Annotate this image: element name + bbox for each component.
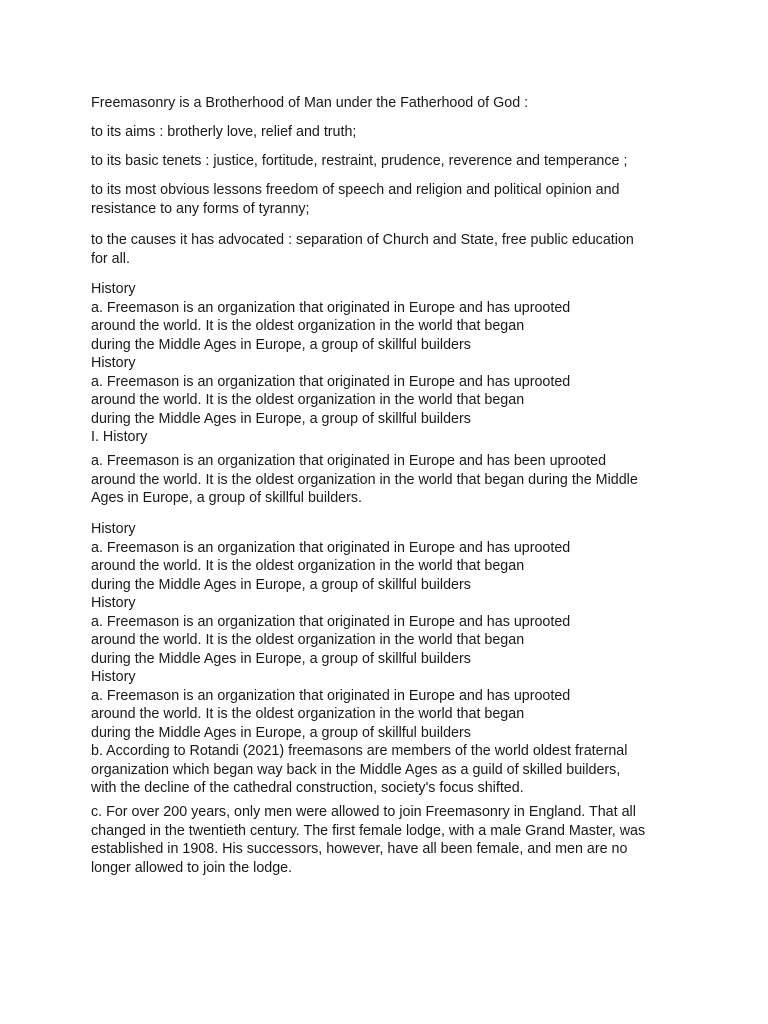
text-line: during the Middle Ages in Europe, a group of skillful builders bbox=[91, 650, 471, 667]
intro-paragraph-1 bbox=[91, 94, 691, 113]
text-line: to its aims : brotherly love, relief and truth; bbox=[91, 124, 357, 140]
text-line: Freemasonry is a Brotherhood of Man under the Fatherhood of God : bbox=[91, 95, 529, 111]
text-line: a. Freemason is an organization that originated in Europe and has been uprooted bbox=[91, 453, 607, 469]
history-section-1 bbox=[91, 280, 691, 447]
text-line: around the world. It is the oldest organization in the world that began during the Middle bbox=[91, 471, 638, 488]
text-line: a. Freemason is an organization that originated in Europe and has uprooted bbox=[91, 299, 571, 316]
section-heading: I. History bbox=[91, 429, 148, 445]
text-line: b. According to Rotandi (2021) freemasons are members of the world oldest fraternal bbox=[91, 743, 628, 759]
text-line: around the world. It is the oldest organization in the world that began bbox=[91, 706, 525, 722]
intro-paragraph-2 bbox=[91, 123, 691, 142]
text-line: resistance to any forms of tyranny; bbox=[91, 200, 310, 217]
intro-paragraph-3 bbox=[91, 152, 691, 171]
text-line: a. Freemason is an organization that originated in Europe and has uprooted bbox=[91, 373, 571, 390]
text-line: to its basic tenets : justice, fortitude, restraint, prudence, reverence and temperance ; bbox=[91, 153, 628, 169]
text-line: to the causes it has advocated : separation of Church and State, free public education bbox=[91, 232, 634, 248]
text-line: established in 1908. His successors, however, have all been female, and men are no bbox=[91, 841, 628, 857]
section-heading: History bbox=[91, 521, 136, 537]
text-line: around the world. It is the oldest organization in the world that began bbox=[91, 558, 525, 574]
text-line: for all. bbox=[91, 250, 130, 267]
section-heading: History bbox=[91, 355, 136, 371]
paragraph-c bbox=[91, 803, 691, 877]
text-line: longer allowed to join the lodge. bbox=[91, 859, 293, 876]
history-section-2 bbox=[91, 520, 691, 798]
text-line: around the world. It is the oldest organization in the world that began bbox=[91, 632, 525, 648]
text-line: organization which began way back in the Middle Ages as a guild of skilled builders, bbox=[91, 761, 621, 778]
text-line: c. For over 200 years, only men were allowed to join Freemasonry in England. That all bbox=[91, 804, 636, 820]
text-line: a. Freemason is an organization that originated in Europe and has uprooted bbox=[91, 539, 571, 556]
text-line: a. Freemason is an organization that originated in Europe and has uprooted bbox=[91, 613, 571, 630]
text-line: with the decline of the cathedral construction, society's focus shifted. bbox=[91, 780, 524, 796]
section-heading: History bbox=[91, 595, 136, 611]
text-line: changed in the twentieth century. The first female lodge, with a male Grand Master, was bbox=[91, 822, 646, 839]
section-heading: History bbox=[91, 281, 136, 297]
text-line: during the Middle Ages in Europe, a group of skillful builders bbox=[91, 410, 471, 427]
intro-paragraph-5 bbox=[91, 231, 691, 268]
text-line: during the Middle Ages in Europe, a group of skillful builders bbox=[91, 576, 471, 593]
text-line: to its most obvious lessons freedom of speech and religion and political opinion and bbox=[91, 182, 620, 198]
text-line: during the Middle Ages in Europe, a group of skillful builders bbox=[91, 336, 471, 353]
text-line: Ages in Europe, a group of skillful builders. bbox=[91, 490, 362, 506]
history-numbered-paragraph bbox=[91, 452, 691, 508]
intro-paragraph-4 bbox=[91, 181, 691, 218]
section-heading: History bbox=[91, 669, 136, 685]
text-line: a. Freemason is an organization that originated in Europe and has uprooted bbox=[91, 687, 571, 704]
text-line: around the world. It is the oldest organization in the world that began bbox=[91, 392, 525, 408]
text-line: around the world. It is the oldest organization in the world that began bbox=[91, 318, 525, 334]
text-line: during the Middle Ages in Europe, a group of skillful builders bbox=[91, 724, 471, 741]
